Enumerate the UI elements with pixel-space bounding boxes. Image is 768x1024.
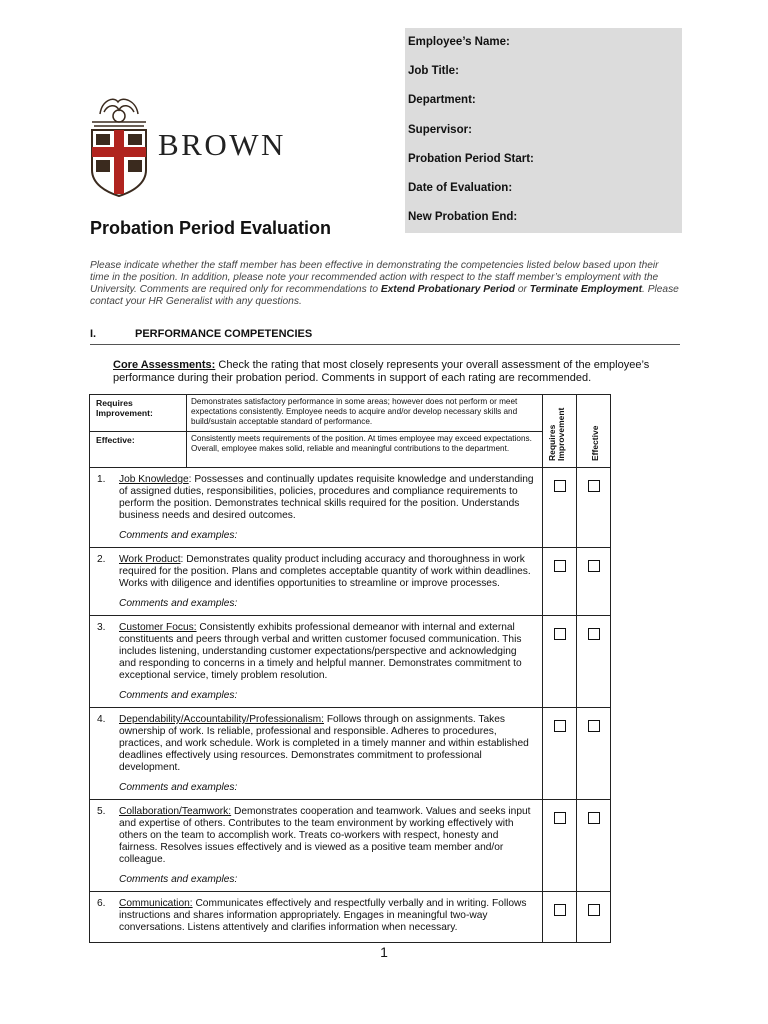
effective-checkbox[interactable] xyxy=(588,560,600,572)
competency-row xyxy=(90,708,611,800)
comments-label: Comments and examples: xyxy=(119,598,238,609)
competency-title: Customer Focus: xyxy=(119,622,197,633)
competency-title: Job Knowledge xyxy=(119,474,189,485)
effective-checkbox[interactable] xyxy=(588,480,600,492)
competency-number: 5. xyxy=(97,806,106,817)
competency-number: 3. xyxy=(97,622,106,633)
evaluation-date-field[interactable]: Date of Evaluation: xyxy=(408,181,513,194)
competency-row xyxy=(90,616,611,708)
competency-text: Demonstrates cooperation and teamwork. Values and seeks input and expertise of others. Contributes to the team environment by working effectively with others on the team to accomplish work. Treats co-workers with respect, honesty and fairness. Resolves issues effectively and is viewed as a positive team member and/or colleague. xyxy=(119,806,531,865)
section-heading xyxy=(90,328,680,345)
department-field[interactable]: Department: xyxy=(408,94,476,107)
page-number: 1 xyxy=(380,944,388,960)
competency-text: Follows through on assignments. Takes ownership of work. Is reliable, professional and responsible. Adheres to procedures, practices, and work schedule. Work is completed in a timely manner and within established deadlines effectively using resources. Demonstrates commitment to professional development. xyxy=(119,714,529,773)
competency-number: 2. xyxy=(97,554,106,565)
competency-title: Communication: xyxy=(119,898,193,909)
legend-row xyxy=(90,432,611,468)
legend-row xyxy=(90,395,611,432)
intro-paragraph: Please indicate whether the staff member has been effective in demonstrating the competencies listed below based upon their time in the position. In addition, please note your recommended action with respect to the staff member’s employment with the University. Comments are required only for recommendations to Extend Probationary Period or Terminate Employment. Please contact your HR Generalist with any questions. xyxy=(90,260,679,307)
col-header-effective: Effective xyxy=(577,395,611,468)
comments-label: Comments and examples: xyxy=(119,530,238,541)
employee-info-box xyxy=(405,28,682,233)
section-number: I. xyxy=(90,328,97,340)
legend-label: Effective: xyxy=(90,432,187,468)
comments-label: Comments and examples: xyxy=(119,782,238,793)
brown-crest-icon xyxy=(88,92,150,198)
brand-name: BROWN xyxy=(158,127,286,162)
competency-row xyxy=(90,892,611,943)
page-title: Probation Period Evaluation xyxy=(90,218,332,238)
requires-improvement-checkbox[interactable] xyxy=(554,560,566,572)
requires-improvement-checkbox[interactable] xyxy=(554,904,566,916)
comments-label: Comments and examples: xyxy=(119,874,238,885)
legend-desc: Consistently meets requirements of the position. At times employee may exceed expectations. Overall, employee makes solid, reliable and meaningful contributions to the department. xyxy=(187,432,543,468)
probation-start-field[interactable]: Probation Period Start: xyxy=(408,152,534,165)
competency-title: Collaboration/Teamwork: xyxy=(119,806,232,817)
competency-row: 1. Job Knowledge: Possesses and continually updates requisite knowledge and understanding of assigned duties, responsibilities, policies, procedures and compliance requirements to perform the position. Demonstrates technical skills required for the position. Understands business needs and desired outcomes. Comments and examples: xyxy=(90,468,611,548)
requires-improvement-checkbox[interactable] xyxy=(554,628,566,640)
competency-text: Communicates effectively and respectfully verbally and in writing. Follows instructions and shares information appropriately. Engages in meaningful two-way conversations. Listens attentively and clarifies information when necessary. xyxy=(119,898,527,933)
core-assessments-instructions: Core Assessments: Check the rating that most closely represents your overall assessment of the employee’s performance during their probation period. Comments in support of each rating are recommended. xyxy=(113,359,650,384)
competency-text: Demonstrates quality product including accuracy and thoroughness in work required for the position. Plans and completes acceptable quantity of work within deadlines. Works with diligence and identifies opportunities to streamline or improve processes. xyxy=(119,554,531,589)
competency-text: Consistently exhibits professional demeanor with internal and external constituents and peers through verbal and written customer focused communication. This includes listening, understanding customer expectations/perspective and acknowledging and responding to concerns in a timely and helpful manner. Demonstrates commitment to exceptional service, timely problem resolution. xyxy=(119,622,522,681)
employee-name-field[interactable]: Employee’s Name: xyxy=(408,36,510,48)
job-title-field[interactable]: Job Title: xyxy=(408,65,459,78)
competency-number: 6. xyxy=(97,898,106,909)
effective-checkbox[interactable] xyxy=(588,812,600,824)
competencies-table xyxy=(89,394,611,943)
competency-title: Dependability/Accountability/Professionalism: xyxy=(119,714,324,725)
comments-label: Comments and examples: xyxy=(119,690,238,701)
effective-checkbox[interactable] xyxy=(588,904,600,916)
competency-number: 4. xyxy=(97,714,106,725)
section-title: PERFORMANCE COMPETENCIES xyxy=(135,328,313,340)
requires-improvement-checkbox[interactable] xyxy=(554,480,566,492)
legend-desc: Demonstrates satisfactory performance in some areas; however does not perform or meet expectations consistently. Employee needs to acquire and/or develop necessary skills and build/sustain acceptable standard of performance. xyxy=(187,395,543,432)
effective-checkbox[interactable] xyxy=(588,628,600,640)
requires-improvement-checkbox[interactable] xyxy=(554,720,566,732)
supervisor-field[interactable]: Supervisor: xyxy=(408,123,472,136)
competency-number: 1. xyxy=(97,474,106,485)
competency-row xyxy=(90,800,611,892)
competency-title: Work Product xyxy=(119,554,181,565)
competency-text: Possesses and continually updates requisite knowledge and understanding of assigned duties, responsibilities, policies, procedures and compliance requirements to perform the position. Demonstrates technical skills required for the position. Understands business needs and desired outcomes. xyxy=(119,474,534,521)
col-header-requires: Requires Improvement xyxy=(543,395,577,468)
requires-improvement-checkbox[interactable] xyxy=(554,812,566,824)
probation-end-field[interactable]: New Probation End: xyxy=(408,211,518,224)
effective-checkbox[interactable] xyxy=(588,720,600,732)
competency-row: 2. Work Product: Demonstrates quality product including accuracy and thoroughness in work required for the position. Plans and completes acceptable quantity of work within deadlines. Works with diligence and identifies opportunities to streamline or improve processes. Comments and examples: xyxy=(90,548,611,616)
legend-label: Requires Improvement: xyxy=(90,395,187,432)
